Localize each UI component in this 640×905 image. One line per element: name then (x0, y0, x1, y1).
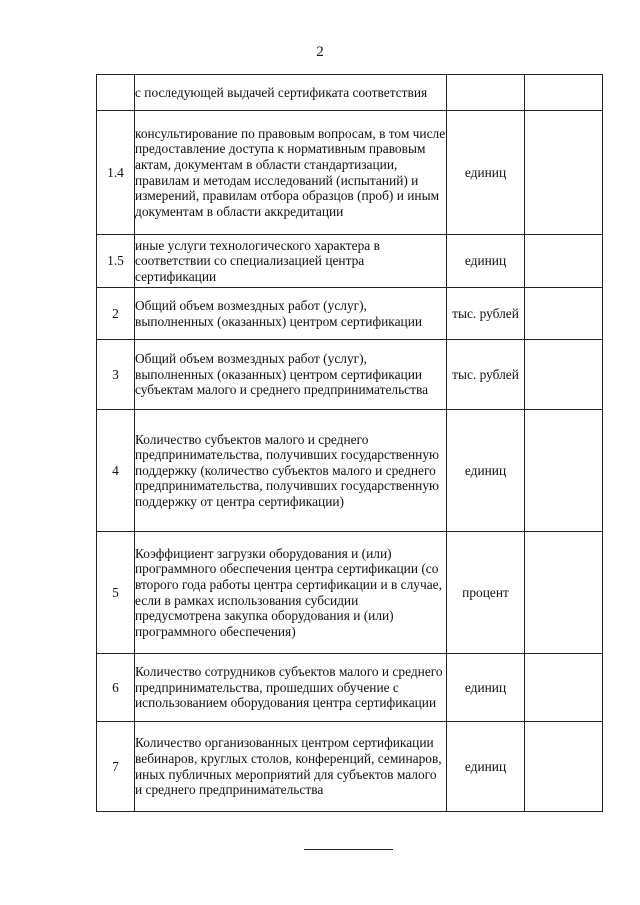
row-number: 7 (97, 722, 135, 812)
row-unit (447, 75, 525, 111)
row-description: Общий объем возмездных работ (услуг), выполненных (оказанных) центром сертификации (135, 288, 447, 340)
row-value (525, 75, 603, 111)
table-row (97, 288, 603, 340)
row-unit (447, 722, 525, 812)
row-number: 4 (97, 410, 135, 532)
row-unit (447, 111, 525, 235)
row-unit-text: единиц (464, 679, 507, 695)
table-row (97, 111, 603, 235)
table-row (97, 340, 603, 410)
row-value (525, 111, 603, 235)
row-number: 1.4 (97, 111, 135, 235)
page-number: 2 (316, 44, 324, 60)
row-unit-text: единиц (464, 462, 507, 478)
row-description: Количество организованных центром сертификации вебинаров, круглых столов, конференций, семинаров, иных публичных мероприятий для субъектов малого и среднего предпринимательства (135, 722, 447, 812)
row-unit (447, 340, 525, 410)
row-value (525, 722, 603, 812)
row-number (97, 75, 135, 111)
row-number: 2 (97, 288, 135, 340)
row-unit (447, 532, 525, 654)
row-unit-text: единиц (464, 253, 507, 268)
closing-rule (304, 849, 393, 850)
table-row (97, 410, 603, 532)
row-number: 3 (97, 340, 135, 410)
row-description: Количество субъектов малого и среднего предпринимательства, получивших государственную поддержку (количество субъектов малого и среднего предпринимательства, получивших государственную поддержку от центра сертификации) (135, 410, 447, 532)
row-description: Количество сотрудников субъектов малого и среднего предпринимательства, прошедших обучение с использованием оборудования центра сертификации (135, 654, 447, 722)
row-unit (447, 410, 525, 532)
indicators-table (96, 74, 603, 812)
row-value (525, 532, 603, 654)
row-unit-text: тыс. рублей (452, 366, 519, 382)
row-unit-text: единиц (464, 164, 507, 180)
row-unit (447, 235, 525, 288)
table-row (97, 722, 603, 812)
row-value (525, 654, 603, 722)
row-value (525, 410, 603, 532)
row-number: 1.5 (97, 235, 135, 288)
row-description: с последующей выдачей сертификата соответствия (135, 75, 447, 111)
row-value (525, 235, 603, 288)
row-unit-text: процент (462, 584, 509, 600)
row-value (525, 288, 603, 340)
row-unit-text: единиц (464, 758, 507, 774)
row-number: 5 (97, 532, 135, 654)
row-description: Общий объем возмездных работ (услуг), выполненных (оказанных) центром сертификации субъектам малого и среднего предпринимательства (135, 340, 447, 410)
row-unit-text: тыс. рублей (452, 305, 519, 321)
table-row (97, 75, 603, 111)
table-row (97, 532, 603, 654)
row-value (525, 340, 603, 410)
row-unit (447, 654, 525, 722)
table-row (97, 235, 603, 288)
row-unit (447, 288, 525, 340)
row-number: 6 (97, 654, 135, 722)
row-description: Коэффициент загрузки оборудования и (или) программного обеспечения центра сертификации (со второго года работы центра сертификации и в случае, если в рамках использования субсидии предусмотрена закупка оборудования и (или) программного обеспечения) (135, 532, 447, 654)
row-description: иные услуги технологического характера в соответствии со специализацией центра сертификации (135, 235, 447, 288)
table-row (97, 654, 603, 722)
row-description: консультирование по правовым вопросам, в том числе предоставление доступа к нормативным правовым актам, документам в области стандартизации, правилам и методам исследований (испытаний) и измерений, правилам отбора образцов (проб) и иным документам в области аккредитации (135, 111, 447, 235)
